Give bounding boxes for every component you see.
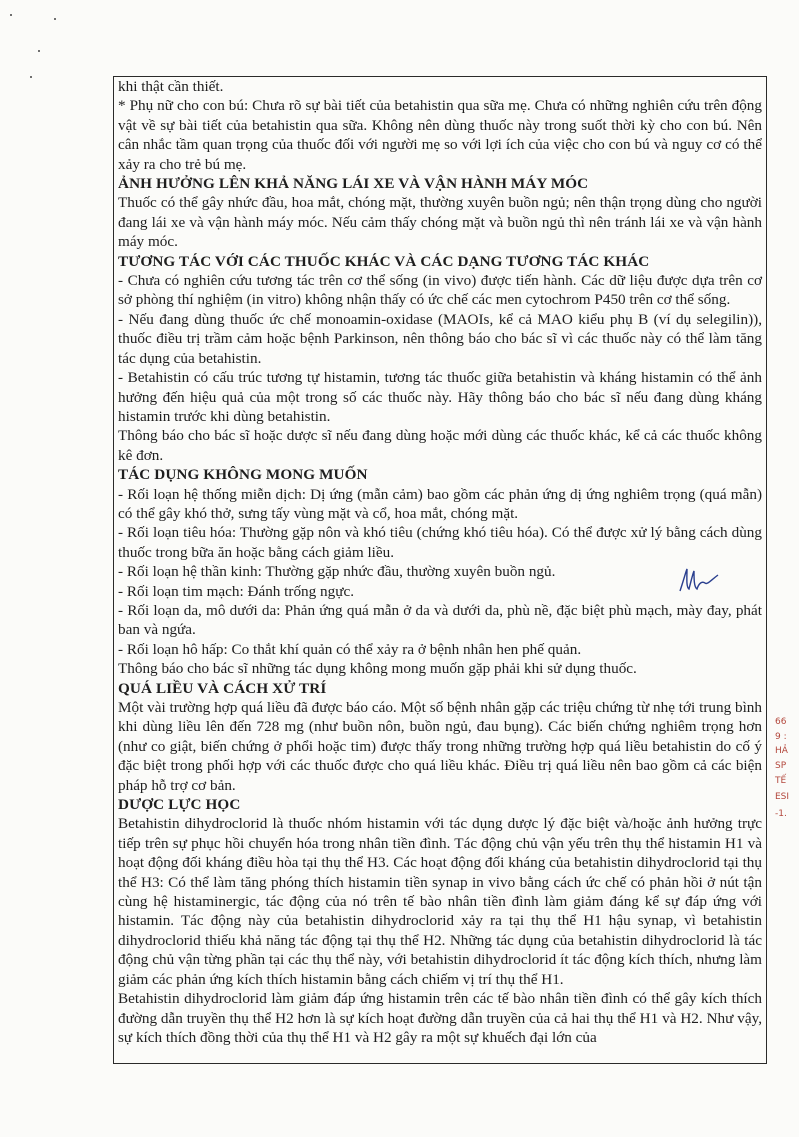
paragraph: khi thật cần thiết.: [118, 78, 224, 95]
scan-speck: [30, 76, 32, 78]
stamp-fragment: HẢ: [775, 746, 788, 756]
paragraph: - Rối loạn hô hấp: Co thắt khí quản có thể xảy ra ở bệnh nhân hen phế quản.: [118, 640, 582, 658]
section-heading: ẢNH HƯỞNG LÊN KHẢ NĂNG LÁI XE VÀ VẬN HÀNH MÁY MÓC: [118, 175, 589, 193]
paragraph: - Rối loạn tim mạch: Đánh trống ngực.: [118, 582, 354, 600]
stamp-fragment: SP: [775, 761, 787, 771]
paragraph: Betahistin dihydroclorid là thuốc nhóm histamin với tác dụng dược lý đặc biệt và/hoặc ảnh hưởng trực tiếp trên sự phục hồi chuyển hóa trong nhân tiền đình. Tác động chủ vận yếu trên thụ thể histamin H1 và hoạt động đối kháng điều hòa tại thụ thể H3. Các hoạt động đối kháng của betahistin dihydroclorid tại thụ thể H3: Có thể làm tăng phóng thích histamin tiền synap in vivo bằng cách ức chế có phản hồi ở nút tận cùng hệ histaminergic, tác động của nó trên tế bào nhân tiền đình làm giảm đáng kể sự đáp ứng với histamin. Tác động này của betahistin dihydroclorid xảy ra tại thụ thể H1 hậu synap, vì betahistin dihydroclorid thiếu khả năng tác động tại thụ thể H2. Những tác dụng của betahistin dihydroclorid là tác động chủ vận từng phần tại các thụ thể này, với betahistin dihydroclorid ít tác động kích thích, nhưng làm giảm các phản ứng kích thích histamin bằng cách chiếm vị trí thụ thể H1.: [118, 815, 762, 988]
paragraph: Thông báo cho bác sĩ những tác dụng không mong muốn gặp phải khi sử dụng thuốc.: [118, 660, 637, 678]
stamp-fragment: 9 :: [775, 732, 787, 742]
paragraph: Thuốc có thể gây nhức đầu, hoa mắt, chóng mặt, thường xuyên buồn ngủ; nên thận trọng dùng cho người đang lái xe và vận hành máy móc. Nếu cảm thấy chóng mặt và buồn ngủ thì nên tránh lái xe và vận hành máy móc.: [118, 194, 762, 251]
paragraph: - Chưa có nghiên cứu tương tác trên cơ thể sống (in vivo) được tiến hành. Các dữ liệu được dựa trên cơ sở phòng thí nghiệm (in vitro) không nhận thấy có ức chế các men cytochrom P450 trên cơ thể sống.: [118, 272, 762, 309]
section-heading: TƯƠNG TÁC VỚI CÁC THUỐC KHÁC VÀ CÁC DẠNG TƯƠNG TÁC KHÁC: [118, 252, 650, 270]
paragraph: * Phụ nữ cho con bú: Chưa rõ sự bài tiết của betahistin qua sữa mẹ. Chưa có những nghiên cứu trên động vật về sự bài tiết của betahistin qua sữa. Không nên dùng thuốc này trong suốt thời kỳ cho con bú. Nên cân nhắc tầm quan trọng của thuốc đối với người mẹ so với lợi ích của việc cho con bú và nguy cơ có thể xảy ra cho trẻ bú mẹ.: [118, 97, 762, 173]
handwritten-initial-signature: [676, 565, 722, 595]
stamp-fragment: -1.: [775, 809, 787, 819]
paragraph: Betahistin dihydroclorid làm giảm đáp ứng histamin trên các tế bào nhân tiền đình có thể gây kích thích đường dẫn truyền thụ thể H2 hơn là sự kích hoạt đường dẫn truyền của cả hai thụ thể H1 và H2. Như vậy, sự kích thích đồng thời của thụ thể H1 và H2 gây ra một sự khuếch đại lớn của: [118, 990, 762, 1046]
paragraph: - Betahistin có cấu trúc tương tự histamin, tương tác thuốc giữa betahistin và kháng histamin có thể ảnh hưởng đến hiệu quả của một trong số các thuốc này. Hãy thông báo cho bác sĩ nếu đang dùng kháng histamin trước khi dùng betahistin.: [118, 369, 762, 425]
stamp-fragment: ESI: [775, 792, 790, 802]
paragraph: - Rối loạn hệ thần kinh: Thường gặp nhức đầu, thường xuyên buồn ngủ.: [118, 563, 556, 581]
paragraph: - Nếu đang dùng thuốc ức chế monoamin-oxidase (MAOIs, kể cả MAO kiểu phụ B (ví dụ selegilin)), thuốc điều trị trầm cảm hoặc bệnh Parkinson, nên thông báo cho bác sĩ vì các thuốc này có thể làm tăng tác dụng của betahistin.: [118, 310, 762, 367]
paragraph: - Rối loạn hệ thống miễn dịch: Dị ứng (mẫn cảm) bao gồm các phản ứng dị ứng nghiêm trọng (quá mẫn) có thể gây khó thở, sưng tấy vùng mặt và cổ, hoa mắt, chóng mặt.: [118, 485, 762, 522]
scan-speck: [38, 50, 40, 52]
section-heading: TÁC DỤNG KHÔNG MONG MUỐN: [118, 466, 368, 484]
section-heading: DƯỢC LỰC HỌC: [118, 796, 241, 814]
scan-speck: [54, 18, 56, 20]
paragraph: Thông báo cho bác sĩ hoặc dược sĩ nếu đang dùng hoặc mới dùng các thuốc khác, kể cả các thuốc không kê đơn.: [118, 427, 762, 464]
stamp-fragment: TẾ: [775, 776, 787, 786]
paragraph: - Rối loạn tiêu hóa: Thường gặp nôn và khó tiêu (chứng khó tiêu hóa). Có thể được xử lý bằng cách dùng thuốc trong bữa ăn hoặc bằng cách giảm liều.: [118, 524, 762, 561]
paragraph: Một vài trường hợp quá liều đã được báo cáo. Một số bệnh nhân gặp các triệu chứng từ nhẹ tới trung bình khi dùng liều lên đến 728 mg (như buồn nôn, buồn ngủ, đau bụng). Các biến chứng nghiêm trọng hơn (như co giật, biến chứng ở phổi hoặc tim) được thấy trong những trường hợp quá liều betahistin do cố ý đặc biệt trong phối hợp với các thuốc được cho quá liều khác. Điều trị quá liều nên bao gồm cả các biện pháp hỗ trợ cơ bản.: [118, 699, 762, 794]
scan-speck: [10, 14, 12, 16]
document-body: [118, 77, 762, 1047]
stamp-fragment: 66: [775, 717, 787, 727]
section-heading: QUÁ LIỀU VÀ CÁCH XỬ TRÍ: [118, 679, 327, 697]
paragraph: - Rối loạn da, mô dưới da: Phản ứng quá mẫn ở da và dưới da, phù nề, đặc biệt phù mạch, mày đay, phát ban và ngứa.: [118, 601, 762, 639]
